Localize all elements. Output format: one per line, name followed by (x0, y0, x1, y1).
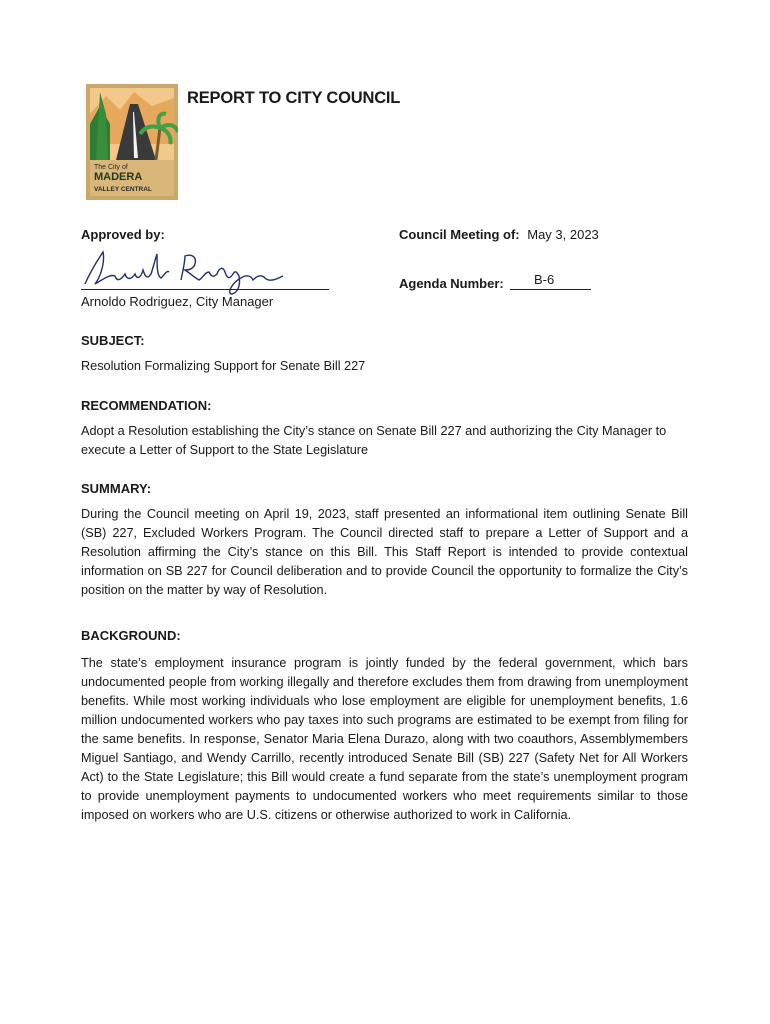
council-meeting (399, 227, 599, 242)
handwritten-signature (81, 240, 286, 296)
logo-line1: The City of (94, 164, 128, 171)
agenda-number-line (510, 289, 591, 290)
background-heading: BACKGROUND: (81, 628, 181, 643)
approved-by-label: Approved by: (81, 227, 165, 242)
logo-line2: MADERA (94, 171, 143, 183)
subject-text: Resolution Formalizing Support for Senate Bill 227 (81, 359, 366, 373)
council-meeting-date: May 3, 2023 (527, 227, 599, 242)
background-text: The state’s employment insurance program is jointly funded by the federal government, which bars undocumented people from working illegally and therefore excludes them from drawing from unemployment benefits. While most working individuals who lose employment are eligible for unemployment benefits, 1.6 million undocumented workers who pay taxes into such programs are estimated to be exempt from filing for the same benefits. In response, Senator Maria Elena Durazo, along with two coauthors, Assemblymembers Miguel Santiago, and Wendy Carrillo, recently introduced Senate Bill (SB) 227 (Safety Net for All Workers Act) to the State Legislature; this Bill would create a fund separate from the state’s unemployment program to provide unemployment payments to undocumented workers who meet requirements similar to those imposed on workers who are U.S. citizens or otherwise authorized to work in California. (81, 656, 688, 822)
signature-line (81, 289, 329, 290)
logo-line3: VALLEY CENTRAL (94, 186, 152, 193)
signer-name: Arnoldo Rodriguez, City Manager (81, 294, 274, 309)
summary-heading: SUMMARY: (81, 481, 152, 496)
report-title: REPORT TO CITY COUNCIL (187, 89, 401, 107)
recommendation-text: Adopt a Resolution establishing the City’s stance on Senate Bill 227 and authorizing the City Manager to execute a Letter of Support to the State Legislature (81, 424, 667, 457)
recommendation-heading: RECOMMENDATION: (81, 398, 212, 413)
agenda-number-label: Agenda Number: (399, 276, 504, 291)
agenda-number-value: B-6 (534, 272, 555, 287)
subject-heading: SUBJECT: (81, 333, 145, 348)
summary-text: During the Council meeting on April 19, 2023, staff presented an informational item outlining Senate Bill (SB) 227, Excluded Workers Program. The Council directed staff to prepare a Letter of Support and a Resolution affirming the City’s stance on this Bill. This Staff Report is intended to provide contextual information on SB 227 for Council deliberation and to provide Council the opportunity to formalize the City’s position on the matter by way of Resolution. (81, 507, 688, 597)
council-meeting-label: Council Meeting of: (399, 227, 520, 242)
city-of-madera-logo (86, 84, 178, 200)
